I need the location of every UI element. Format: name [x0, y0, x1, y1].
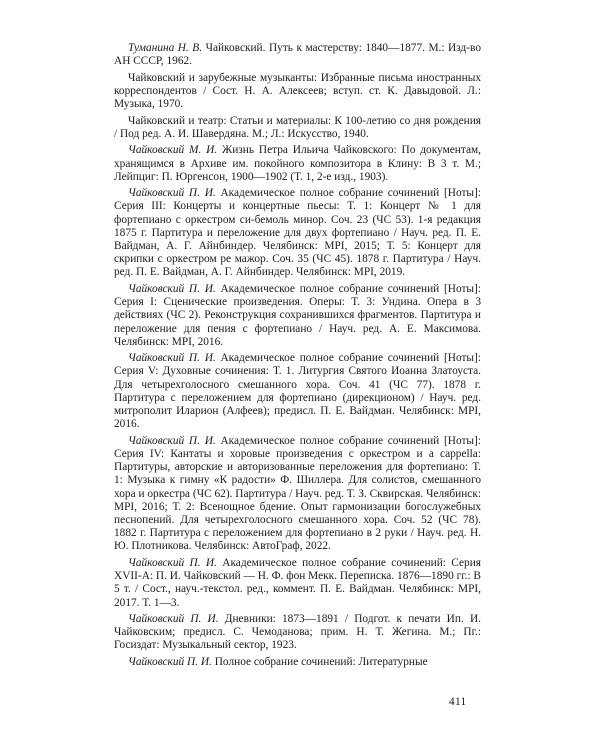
entry-text: Академическое полное собрание сочинений [Ноты]: Серия V: Духовные сочинения: Т. 1. Литургия Святого Иоанна Златоуста. Для четырехголосного смешанного хора. Соч. 41 (ЧС 77). 1878 г. Партитура с переложением для фортепиано (дирекционом) / Науч. ред. митрополит Иларион (Алфеев); предисл. П. Е. Вайдман. Челябинск: MPI, 2016.	[114, 352, 481, 431]
bibliography-entry	[114, 115, 481, 141]
entry-text: Дневники: 1873—1891 / Подгот. к печати Ип. И. Чайковским; предисл. С. Чемоданова; прим. Н. Т. Жегина. М.; Пг.: Госиздат: Музыкальный сектор, 1923.	[114, 613, 481, 652]
entry-text: Чайковский и зарубежные музыканты: Избранные письма иностранных корреспондентов / Сост. Н. А. Алексеев; вступ. ст. К. Давыдовой. Л.: Музыка, 1970.	[114, 71, 481, 111]
bibliography-entry	[114, 613, 481, 653]
bibliography-entry	[114, 187, 481, 279]
entry-text: Академическое полное собрание сочинений: Серия XVII-А: П. И. Чайковский — Н. Ф. фон Мекк. Переписка. 1876—1890 гг.: В 5 т. / Сост., науч.-текстол. ред., коммент. П. Е. Вайдман. Челябинск: MPI, 2017. Т. 1—3.	[114, 556, 481, 609]
entry-text: Чайковский. Путь к мастерству: 1840—1877. М.: Изд-во АН СССР, 1962.	[114, 42, 481, 68]
bibliography-entry	[114, 557, 481, 610]
bibliography-entry	[114, 283, 481, 349]
bibliography-entry	[114, 352, 481, 431]
entry-author: Чайковский П. И.	[128, 352, 216, 365]
entry-text: Академическое полное собрание сочинений [Ноты]: Серия I: Сценические произведения. Оперы: Т. 3: Ундина. Опера в 3 действиях (ЧС 2). Реконструкция сохранившихся фрагментов. Партитура и переложение для пения с фортепиано / Науч. ред. А. Е. Максимова. Челябинск: MPI, 2016.	[114, 282, 481, 348]
entry-author: Чайковский П. И.	[128, 282, 216, 295]
entry-author: Чайковский М. И.	[128, 144, 218, 157]
bibliography-entry	[114, 656, 481, 669]
bibliography-entry	[114, 42, 481, 68]
bibliography-entry	[114, 435, 481, 554]
entry-author: Чайковский П. И.	[128, 655, 212, 668]
entry-text: Академическое полное собрание сочинений [Ноты]: Серия III: Концерты и концертные пьесы: Т. 1: Концерт № 1 для фортепиано с оркестром си-бемоль минор. Соч. 23 (ЧС 53). 1-я редакция 1875 г. Партитура и переложение для двух фортепиано / Науч. ред. П. Е. Вайдман, А. Г. Айнбиндер. Челябинск: MPI, 2015; Т. 5: Концерт для скрипки с оркестром ре мажор. Соч. 35 (ЧС 45). 1878 г. Партитура / Науч. ред. П. Е. Вайдман, А. Г. Айнбиндер. Челябинск: MPI, 2019.	[114, 187, 481, 279]
entry-text: Жизнь Петра Ильича Чайковского: По документам, хранящимся в Архиве им. покойного композитора в Клину: В 3 т. М.; Лейпциг: П. Юргенсон, 1900—1902 (Т. 1, 2-е изд., 1903).	[114, 144, 481, 183]
entry-text: Чайковский и театр: Статьи и материалы: К 100-летию со дня рождения / Под ред. А. И. Шавердяна. М.; Л.: Искусство, 1940.	[114, 114, 481, 140]
bibliography-list	[114, 42, 481, 672]
entry-author: Чайковский П. И.	[128, 556, 217, 569]
entry-author: Туманина Н. В.	[128, 42, 203, 54]
bibliography-entry	[114, 144, 481, 184]
entry-author: Чайковский П. И.	[128, 187, 216, 200]
page-number: 411	[449, 696, 467, 708]
entry-text: Полное собрание сочинений: Литературные	[211, 655, 428, 668]
entry-author: Чайковский П. И.	[128, 613, 219, 625]
entry-text: Академическое полное собрание сочинений [Ноты]: Серия IV: Кантаты и хоровые произведения с оркестром и a cappella: Партитуры, авторские и авторизованные переложения для фортепиано: Т. 1: Музыка к гимну «К радости» Ф. Шиллера. Для солистов, смешанного хора и оркестра (ЧС 62). Партитура / Науч. ред. Т. З. Сквирская. Челябинск: MPI, 2016; Т. 2: Всенощное бдение. Опыт гармонизации богослужебных песнопений. Для четырехголосного смешанного хора. Соч. 52 (ЧС 78). 1882 г. Партитура с переложением для фортепиано в 2 руки / Науч. ред. Н. Ю. Плотникова. Челябинск: АвтоГраф, 2022.	[114, 434, 481, 553]
entry-author: Чайковский П. И.	[128, 434, 216, 447]
bibliography-entry	[114, 72, 481, 112]
